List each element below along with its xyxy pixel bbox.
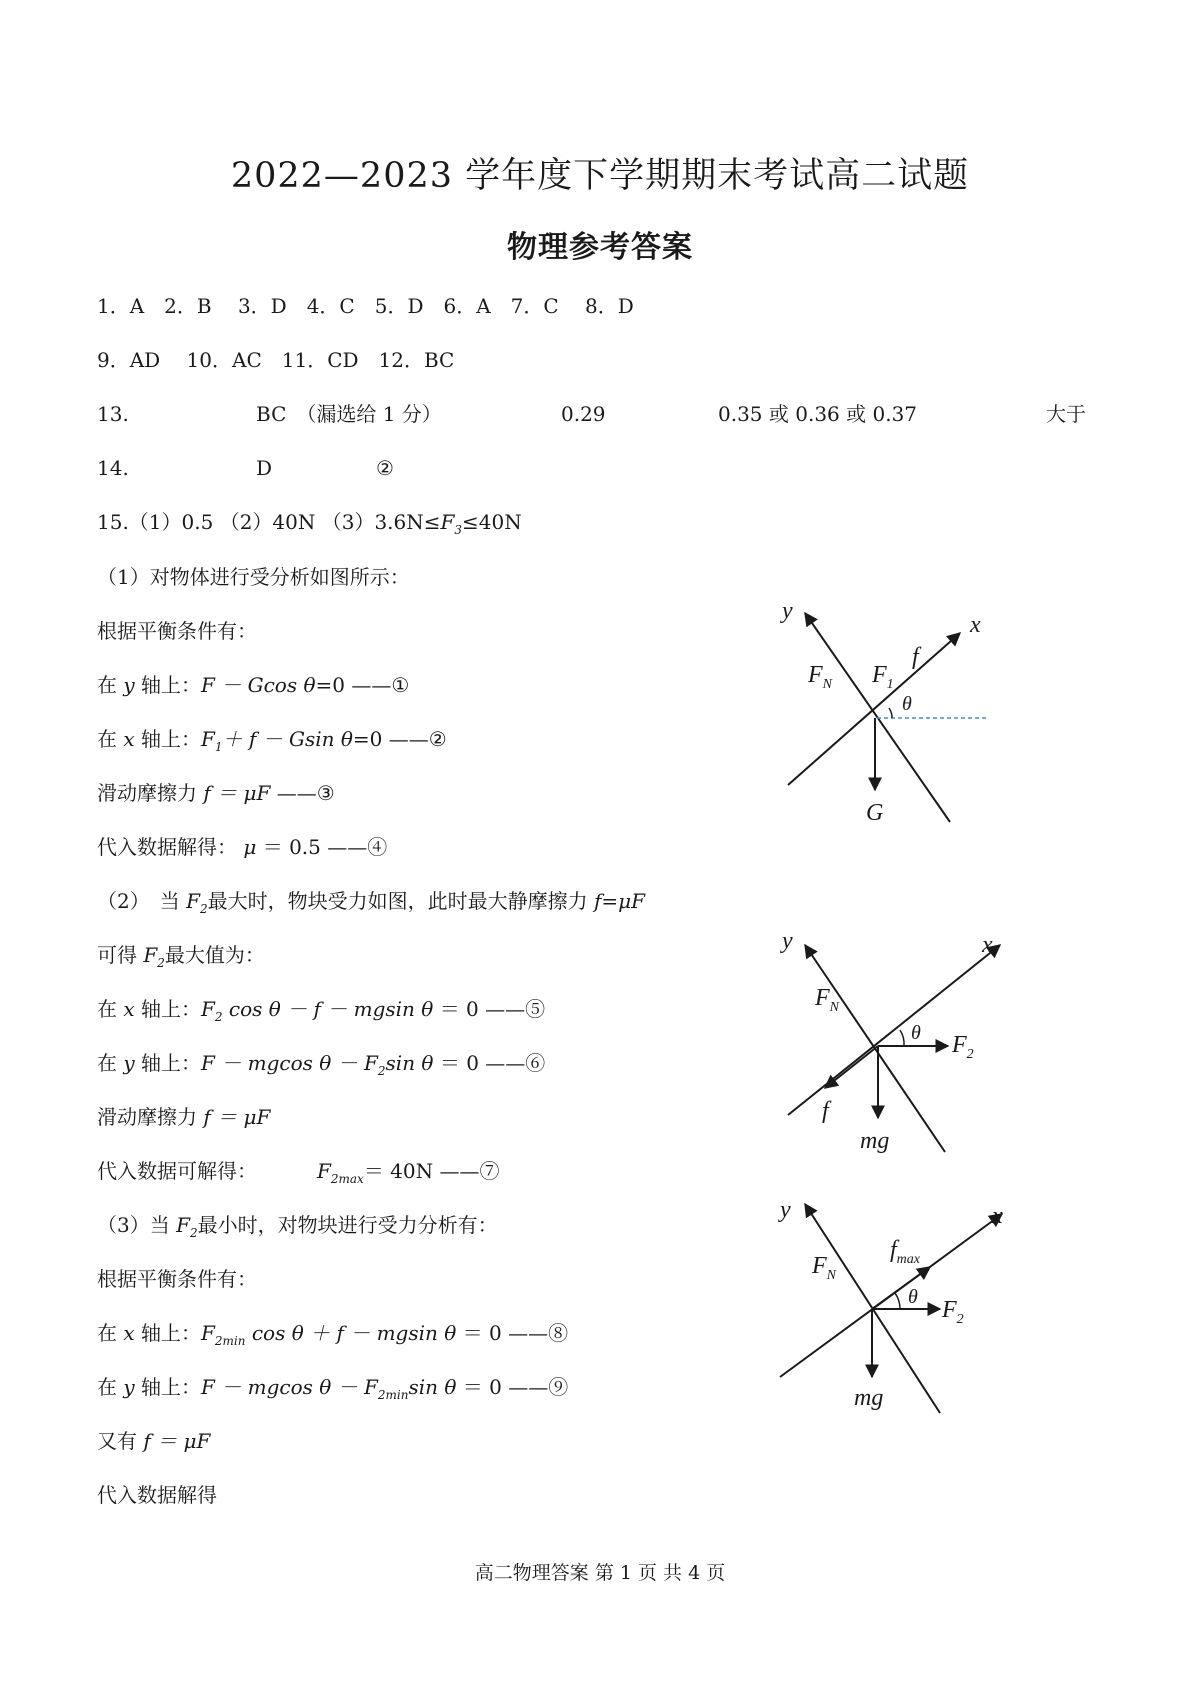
friction-arrow — [825, 1046, 878, 1088]
force-diagram-3 — [770, 1195, 1010, 1435]
normal-force-label: $F_N$ — [812, 1253, 837, 1283]
q13-answer-c: 0.35 或 0.36 或 0.37 — [718, 402, 918, 426]
f1-label: $F_1$ — [872, 662, 894, 692]
q13-answer-a: BC （漏选给 1 分） — [256, 402, 442, 426]
f2-label: $F_2$ — [952, 1032, 974, 1062]
angle-arc — [900, 1030, 904, 1046]
q15-part3-result: 代入数据解得 — [97, 1483, 217, 1507]
normal-force-label: $F_N$ — [815, 985, 840, 1015]
normal-force-label: $F_N$ — [808, 662, 833, 692]
f2-label: $F_2$ — [942, 1297, 964, 1327]
q15-part1-eq-x: 在 x 轴上：$F_1+ f - Gsin$ θ=0 ——② — [97, 727, 447, 754]
q15-part2-eq-x: 在 x 轴上：$F_2$ cos θ － f － mgsin θ ＝ 0 ——⑤ — [97, 997, 546, 1024]
angle-arc — [895, 1293, 900, 1309]
choice-answers-row-2: 9．AD 10．AC 11．CD 12．BC — [97, 348, 455, 372]
page-footer: 高二物理答案 第 1 页 共 4 页 — [474, 1562, 726, 1584]
q14-answer-b: ② — [376, 456, 394, 480]
max-friction-arrow — [872, 1267, 930, 1309]
page-subtitle: 物理参考答案 — [507, 230, 693, 265]
q15-part3-intro: （3）当 $F_2$最小时，对物块进行受力分析有： — [97, 1213, 498, 1240]
q15-part2-intro: （2） 当 $F_2$最大时，物块受力如图，此时最大静摩擦力 f=μF — [97, 889, 646, 916]
friction-label: f — [912, 644, 919, 670]
x-axis-label: x — [982, 932, 993, 958]
q14-number: 14. — [97, 456, 129, 480]
q15-part2-result: 代入数据可解得： $F_{2max}= 40N$ ——⑦ — [97, 1159, 500, 1186]
q15-part2-max: 可得 $F_2$最大值为： — [97, 943, 265, 970]
q15-part3-also: 又有 f ＝ μF — [97, 1429, 211, 1453]
gravity-label: G — [866, 800, 884, 826]
q15-part3-eq-y: 在 y 轴上：F － mgcos $\theta - F_{2min}\sin$ θ ＝ 0 ——⑨ — [97, 1375, 569, 1402]
page-title: 2022—2023 学年度下学期期末考试高二试题 — [230, 156, 970, 196]
x-axis-label: x — [992, 1203, 1003, 1229]
q14-answer-a: D — [256, 456, 273, 480]
theta-label: θ — [911, 1022, 921, 1044]
y-axis-label: y — [782, 928, 793, 954]
x-axis-label: x — [970, 612, 981, 638]
y-axis-label: y — [780, 1197, 791, 1223]
angle-arc — [889, 708, 892, 718]
max-friction-label: $f_{max}$ — [890, 1237, 920, 1267]
mg-label: mg — [860, 1128, 890, 1154]
q15-part1-eq-y: 在 y 轴上：F － Gcos θ=0 ——① — [97, 673, 410, 697]
force-diagram-2 — [770, 930, 1010, 1170]
q15-summary: 15.（1）0.5 （2）40N $(3)3.6N\le F_3\le 40N$ — [97, 510, 522, 537]
q13-answer-b: 0.29 — [561, 402, 606, 426]
friction-label: f — [822, 1098, 829, 1124]
theta-label: θ — [908, 1286, 918, 1308]
q15-part2-eq-y: 在 y 轴上：F － mgcos $\theta - F_2\sin$ θ ＝ 0 ——⑥ — [97, 1051, 546, 1078]
force-diagram-1 — [770, 600, 1010, 840]
q15-part2-friction: 滑动摩擦力 f ＝ μF — [97, 1105, 271, 1129]
q15-part1-friction: 滑动摩擦力 f ＝ μF ——③ — [97, 781, 335, 805]
slope-line — [788, 945, 1000, 1115]
mg-label: mg — [854, 1385, 884, 1411]
q15-part3-eq-x: 在 x 轴上：$F_{2min}$ cos θ ＋ f － mgsin θ ＝ 0 ——⑧ — [97, 1321, 569, 1348]
q15-part3-balance: 根据平衡条件有： — [97, 1267, 257, 1291]
theta-label: θ — [902, 693, 912, 715]
q15-part1-balance: 根据平衡条件有： — [97, 619, 257, 643]
q13-answer-d: 大于 — [1046, 402, 1086, 426]
q15-part1-intro: （1）对物体进行受分析如图所示： — [97, 565, 410, 589]
q13-number: 13. — [97, 402, 129, 426]
q15-part1-result: 代入数据解得： μ ＝ 0.5 ——④ — [97, 835, 388, 859]
y-axis-label: y — [782, 598, 793, 624]
choice-answers-row-1: 1．A 2．B 3．D 4．C 5．D 6．A 7．C 8．D — [97, 294, 634, 318]
